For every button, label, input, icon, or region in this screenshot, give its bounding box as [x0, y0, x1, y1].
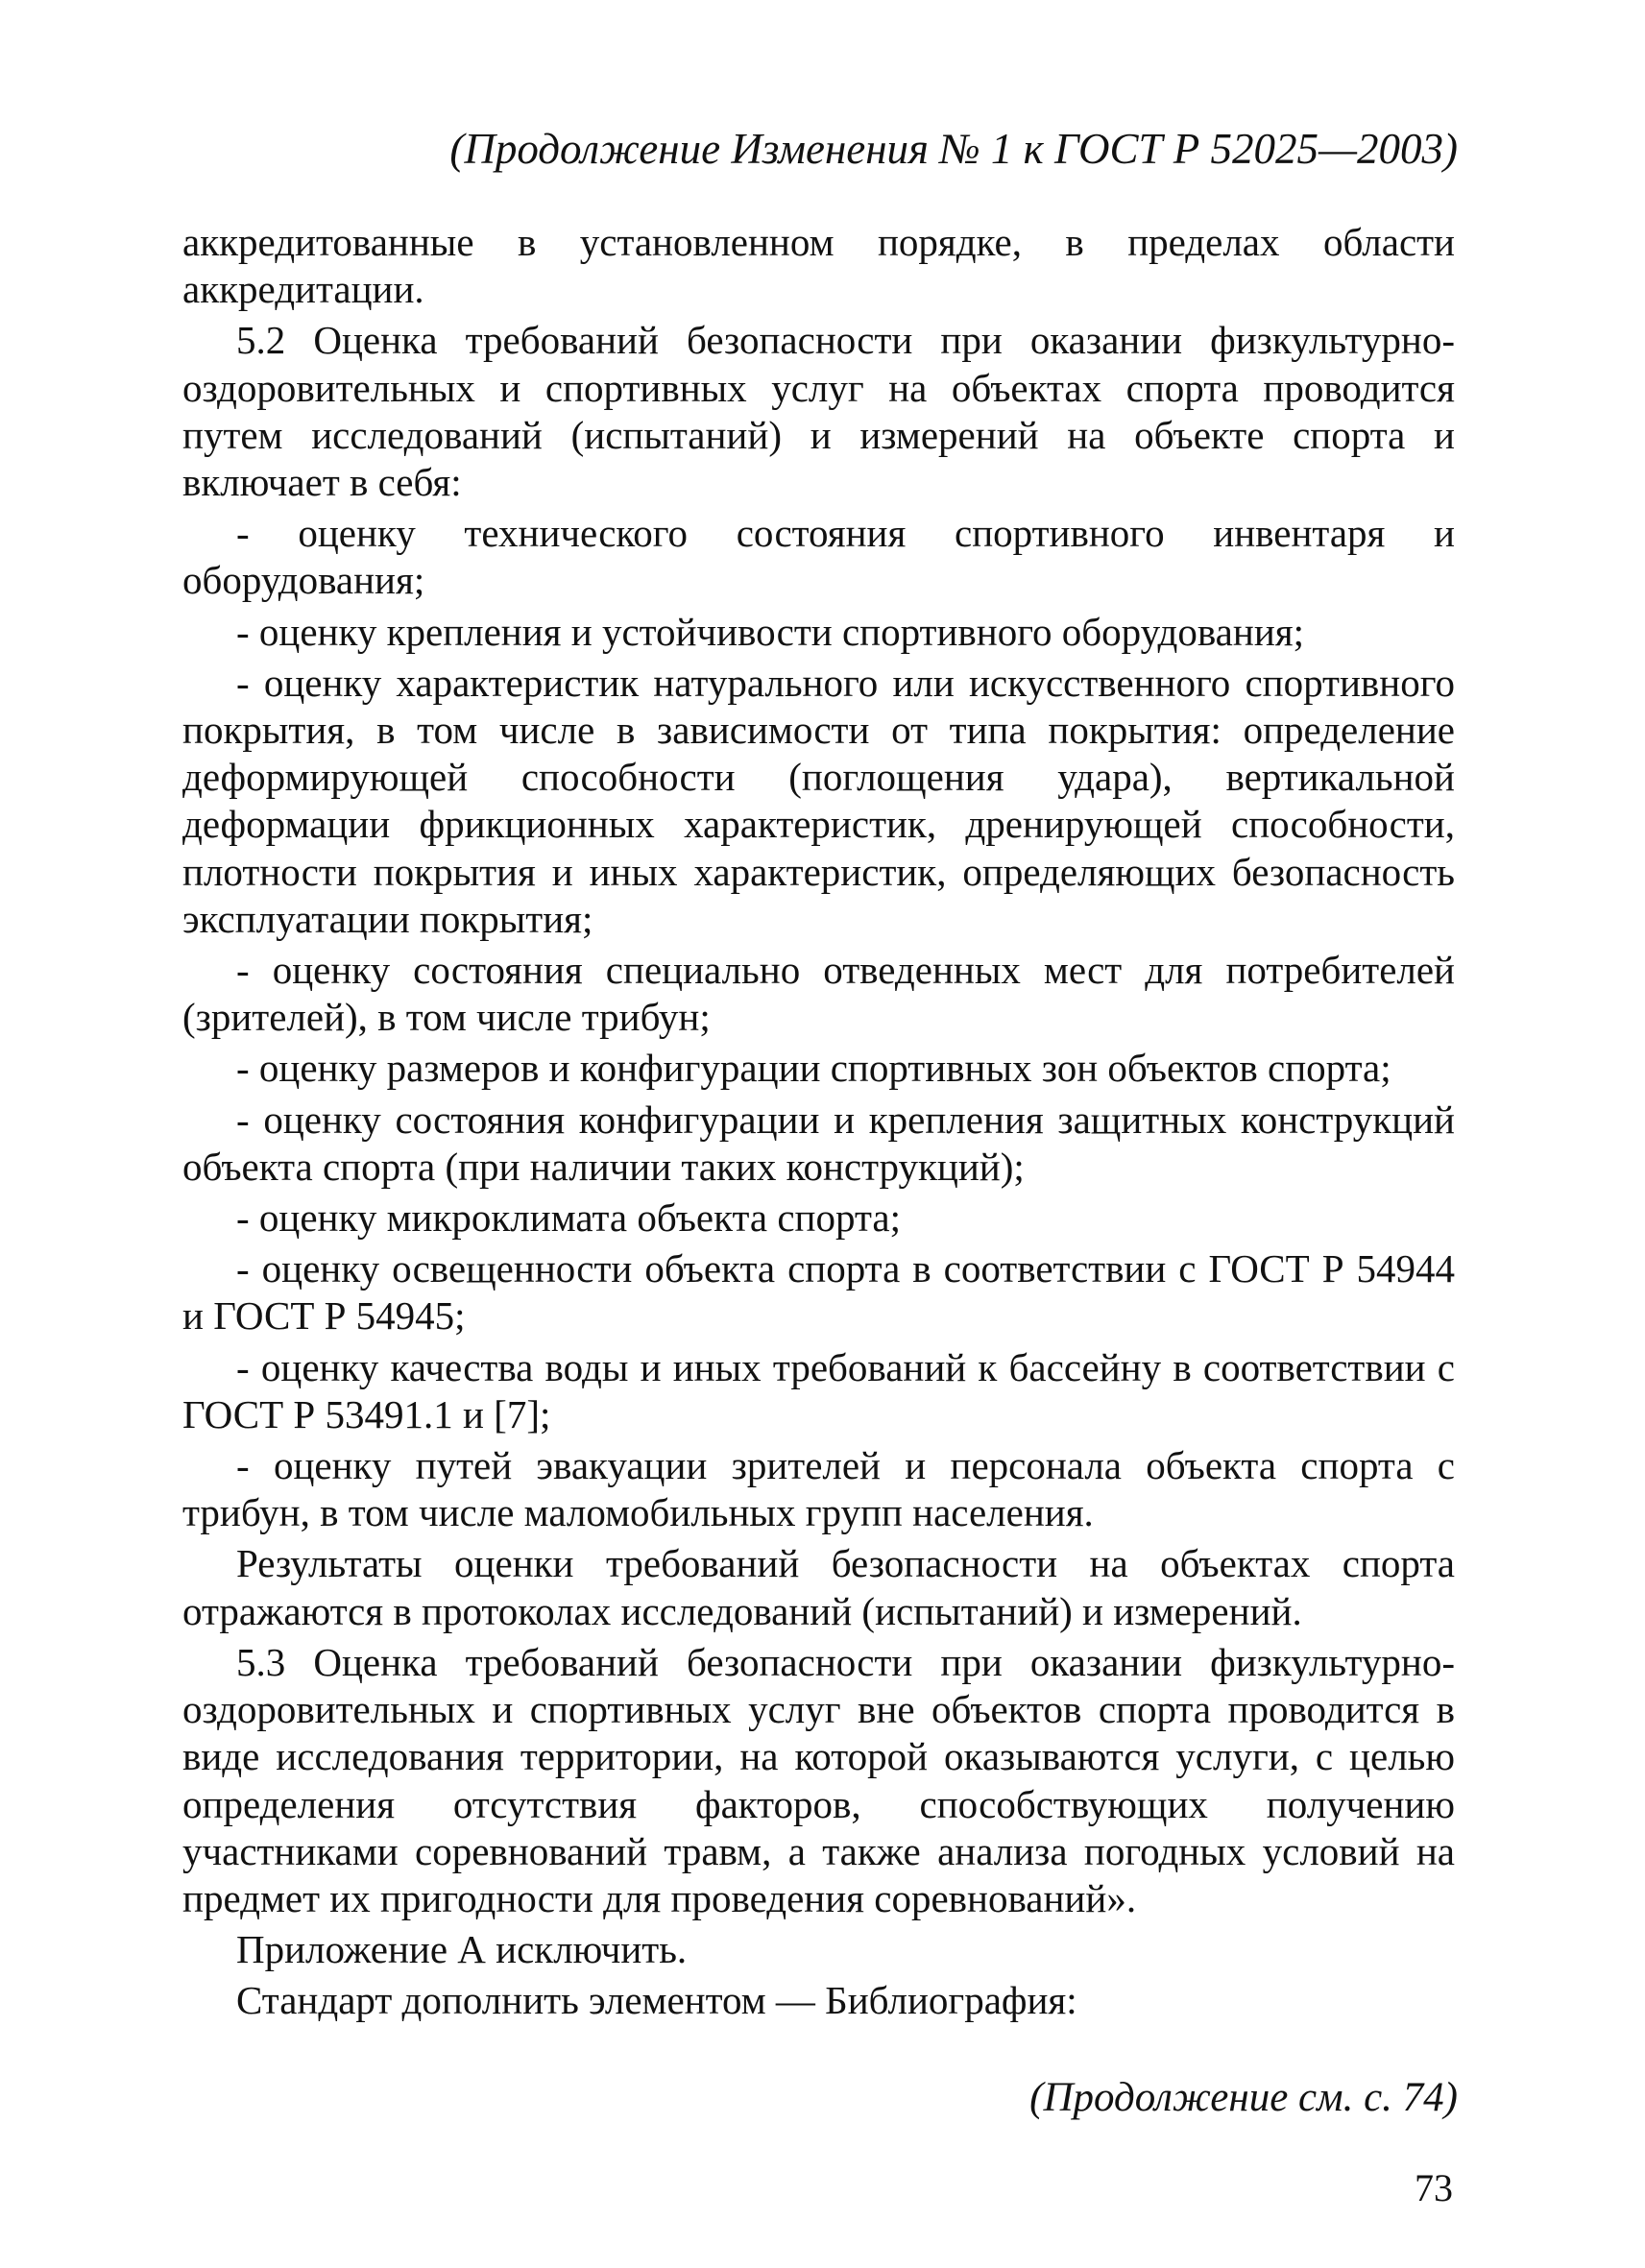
list-item-microclimate: - оценку микроклимата объекта спорта;	[236, 1195, 901, 1241]
list-item-pool-water: - оценку качества воды и иных требований к бассейну в соответствии с ГОСТ Р 53491.1 и [7];	[182, 1344, 1455, 1436]
body-text	[182, 219, 1455, 2029]
list-item-surface-characteristics: - оценку характеристик натурального или искусственного спортивного покрытия, в том числе в зависимости от типа покрытия: определение деформирующей способности (поглощения удара), вертикальной деформации фрикционных характеристик, дренирующей способности, плотности покрытия и иных характеристик, определяющих безопасность эксплуатации покрытия;	[182, 660, 1455, 941]
paragraph-bibliography: Стандарт дополнить элементом — Библиография:	[236, 1978, 1077, 2023]
list-item-equipment-fastening: - оценку крепления и устойчивости спортивного оборудования;	[236, 609, 1305, 654]
paragraph-accreditation-continued: аккредитованные в установленном порядке, в пределах области аккредитации.	[182, 220, 1455, 312]
paragraph-appendix-a: Приложение А исключить.	[236, 1927, 688, 1972]
list-item-equipment-state: - оценку технического состояния спортивного инвентаря и оборудования;	[182, 511, 1455, 603]
paragraph-5-3: 5.3 Оценка требований безопасности при оказании физкультурно-оздоровительных и спортивных услуг вне объектов спорта проводится в виде исследования территории, на которой оказываются услуги, с целью определения отсутствия факторов, способствующих получению участниками соревнований травм, а также анализа погодных условий на предмет их пригодности для проведения соревнований».	[182, 1639, 1455, 1920]
list-item-spectator-places: - оценку состояния специально отведенных мест для потребителей (зрителей), в том числе трибун;	[182, 948, 1455, 1040]
list-item-evacuation: - оценку путей эвакуации зрителей и персонала объекта спорта с трибун, в том числе маломобильных групп населения.	[182, 1443, 1455, 1535]
continuation-header: (Продолжение Изменения № 1 к ГОСТ Р 52025—2003)	[449, 125, 1458, 173]
paragraph-results: Результаты оценки требований безопасности на объектах спорта отражаются в протоколах исследований (испытаний) и измерений.	[182, 1541, 1455, 1633]
list-item-zone-sizes: - оценку размеров и конфигурации спортивных зон объектов спорта;	[236, 1046, 1391, 1091]
continuation-footer: (Продолжение см. с. 74)	[1029, 2075, 1458, 2120]
paragraph-5-2: 5.2 Оценка требований безопасности при оказании физкультурно-оздоровительных и спортивных услуг на объектах спорта проводится путем исследований (испытаний) и измерений на объекте спорта и включает в себя:	[182, 318, 1455, 505]
page-number: 73	[1415, 2166, 1453, 2209]
list-item-protective-structures: - оценку состояния конфигурации и крепления защитных конструкций объекта спорта (при наличии таких конструкций);	[182, 1097, 1455, 1189]
list-item-lighting: - оценку освещенности объекта спорта в соответствии с ГОСТ Р 54944 и ГОСТ Р 54945;	[182, 1246, 1455, 1339]
